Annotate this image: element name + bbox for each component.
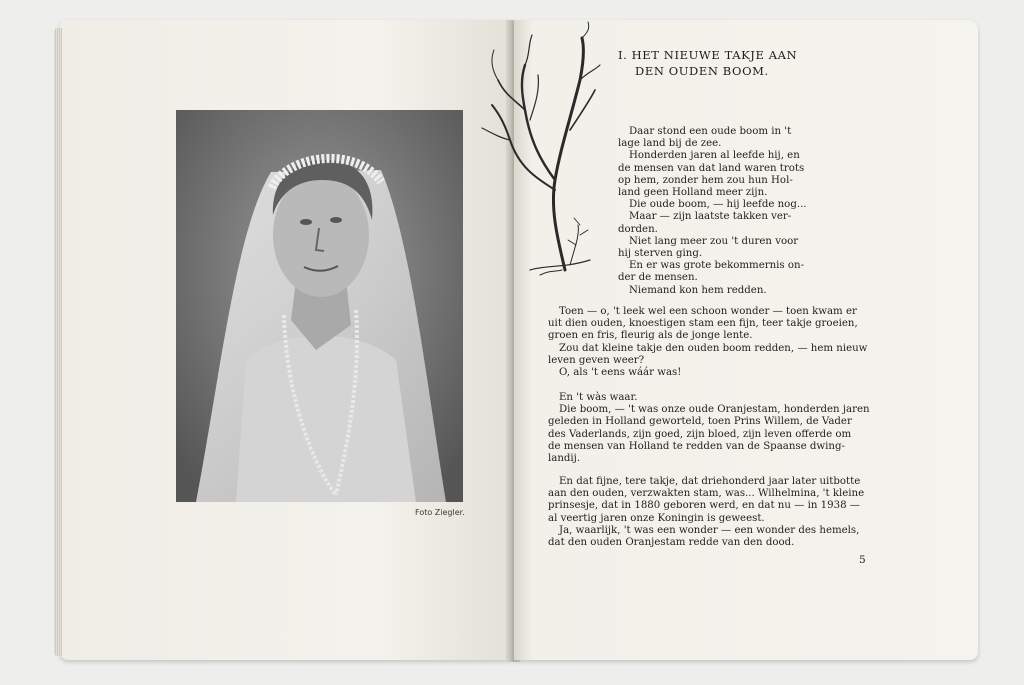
- text-line: leven geven weer?: [548, 354, 645, 366]
- title-line-1: I. HET NIEUWE TAKJE AAN: [618, 48, 798, 62]
- paragraph-takje: [548, 476, 864, 549]
- text-line: aan den ouden, verzwakten stam, was... Wilhelmina, 't kleine: [548, 488, 865, 500]
- text-line: dorden.: [618, 223, 658, 235]
- paragraph-daar-stond: [618, 126, 807, 297]
- text-line: hij sterven ging.: [618, 248, 703, 260]
- text-line: Niet lang meer zou 't duren voor: [629, 235, 799, 247]
- text-line: des Vaderlands, zijn goed, zijn bloed, zijn leven offerde om: [548, 428, 852, 440]
- text-line: al veertig jaren onze Koningin is geweest.: [548, 512, 765, 524]
- text-line: En dat fijne, tere takje, dat driehonderd jaar later uitbotte: [559, 476, 861, 487]
- tree-drawing: [470, 20, 605, 285]
- title-line-2: DEN OUDEN BOOM.: [635, 64, 769, 78]
- text-line: Zou dat kleine takje den ouden boom redden, — hem nieuw: [559, 342, 868, 354]
- text-line: landij.: [548, 453, 581, 465]
- text-line: geleden in Holland geworteld, toen Prins Willem, de Vader: [548, 416, 852, 428]
- text-line: de mensen van Holland te redden van de Spaanse dwing-: [548, 440, 845, 452]
- text-line: Die oude boom, — hij leefde nog...: [629, 199, 807, 211]
- paragraph-toen: [548, 306, 867, 379]
- text-line: de mensen van dat land waren trots: [618, 162, 805, 174]
- text-line: Niemand kon hem redden.: [629, 284, 767, 296]
- chapter-title: [618, 47, 797, 79]
- text-line: Die boom, — 't was onze oude Oranjestam, honderden jaren: [559, 404, 870, 416]
- left-page: [60, 20, 512, 660]
- text-line: prinsesje, dat in 1880 geboren werd, en dat nu — in 1938 —: [548, 500, 860, 512]
- text-line: En er was grote bekommernis on-: [629, 260, 805, 272]
- paragraph-waar: [548, 392, 870, 465]
- text-line: der de mensen.: [618, 272, 698, 284]
- text-line: dat den ouden Oranjestam redde van den dood.: [548, 537, 795, 549]
- text-line: Honderden jaren al leefde hij, en: [629, 150, 800, 162]
- text-line: Maar — zijn laatste takken ver-: [629, 211, 792, 223]
- photo-credit: Foto Ziegler.: [415, 508, 465, 517]
- text-line: Ja, waarlijk, 't was een wonder — een wonder des hemels,: [559, 524, 860, 536]
- text-line: Daar stond een oude boom in 't: [629, 126, 792, 137]
- text-line: Toen — o, 't leek wel een schoon wonder — toen kwam er: [559, 306, 857, 317]
- text-line: lage land bij de zee.: [618, 138, 722, 150]
- portrait-illustration: [176, 110, 463, 502]
- tree-illustration: [470, 20, 605, 285]
- page-edges: [54, 28, 62, 656]
- text-line: En 't wàs waar.: [559, 392, 638, 403]
- portrait-photo: [176, 110, 463, 502]
- text-line: O, als 't eens wáár was!: [559, 367, 682, 379]
- text-line: land geen Holland meer zijn.: [618, 187, 768, 199]
- text-line: groen en fris, fleurig als de jonge lente.: [548, 330, 753, 342]
- page-number: 5: [859, 554, 866, 566]
- text-line: uit dien ouden, knoestigen stam een fijn, teer takje groeien,: [548, 318, 858, 330]
- text-line: op hem, zonder hem zou hun Hol-: [618, 174, 793, 186]
